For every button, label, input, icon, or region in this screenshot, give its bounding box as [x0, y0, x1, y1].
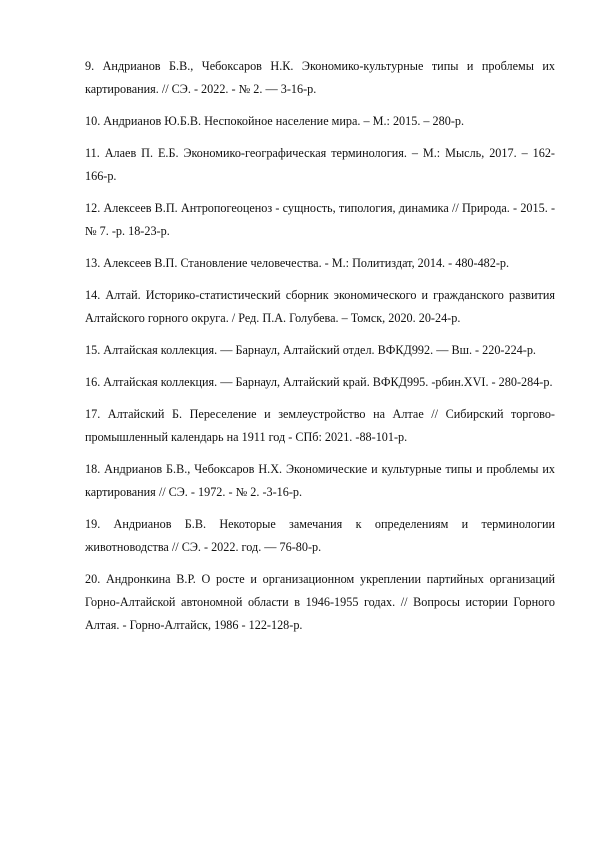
- reference-list: [85, 55, 555, 646]
- reference-item-17: 17. Алтайский Б. Переселение и землеустройство на Алтае // Сибирский торгово-промышленный календарь на 1911 год - СПб: 2021. -88-101-р.: [85, 407, 555, 444]
- reference-item-20: 20. Андронкина В.Р. О росте и организационном укреплении партийных организаций Горно-Алтайской автономной области в 1946-1955 годах. // Вопросы истории Горного Алтая. - Горно-Алтайск, 1986 - 122-128-р.: [85, 572, 555, 632]
- reference-item-12: 12. Алексеев В.П. Антропогеоценоз - сущность, типология, динамика // Природа. - 2015. - № 7. -р. 18-23-р.: [85, 201, 555, 238]
- reference-item-16: 16. Алтайская коллекция. — Барнаул, Алтайский край. ВФКД995. -рбин.XVI. - 280-284-р.: [85, 375, 553, 389]
- reference-item-9: 9. Андрианов Б.В., Чебоксаров Н.К. Экономико-культурные типы и проблемы их картирования. // СЭ. - 2022. - № 2. — 3-16-р.: [85, 59, 555, 96]
- reference-item-11: 11. Алаев П. Е.Б. Экономико-географическая терминология. – М.: Мысль, 2017. – 162-166-р.: [85, 146, 555, 183]
- reference-item-13: 13. Алексеев В.П. Становление человечества. - М.: Политиздат, 2014. - 480-482-р.: [85, 256, 510, 270]
- reference-item-18: 18. Андрианов Б.В., Чебоксаров Н.Х. Экономические и культурные типы и проблемы их картирования // СЭ. - 1972. - № 2. -3-16-р.: [85, 462, 555, 499]
- reference-item-10: 10. Андрианов Ю.Б.В. Неспокойное население мира. – М.: 2015. – 280-р.: [85, 114, 465, 128]
- reference-item-14: 14. Алтай. Историко-статистический сборник экономического и гражданского развития Алтайского горного округа. / Ред. П.А. Голубева. – Томск, 2020. 20-24-р.: [85, 288, 555, 325]
- reference-item-15: 15. Алтайская коллекция. — Барнаул, Алтайский отдел. ВФКД992. — Вш. - 220-224-р.: [85, 343, 536, 357]
- reference-item-19: 19. Андрианов Б.В. Некоторые замечания к определениям и терминологии животноводства // СЭ. - 2022. год. — 76-80-р.: [85, 517, 555, 554]
